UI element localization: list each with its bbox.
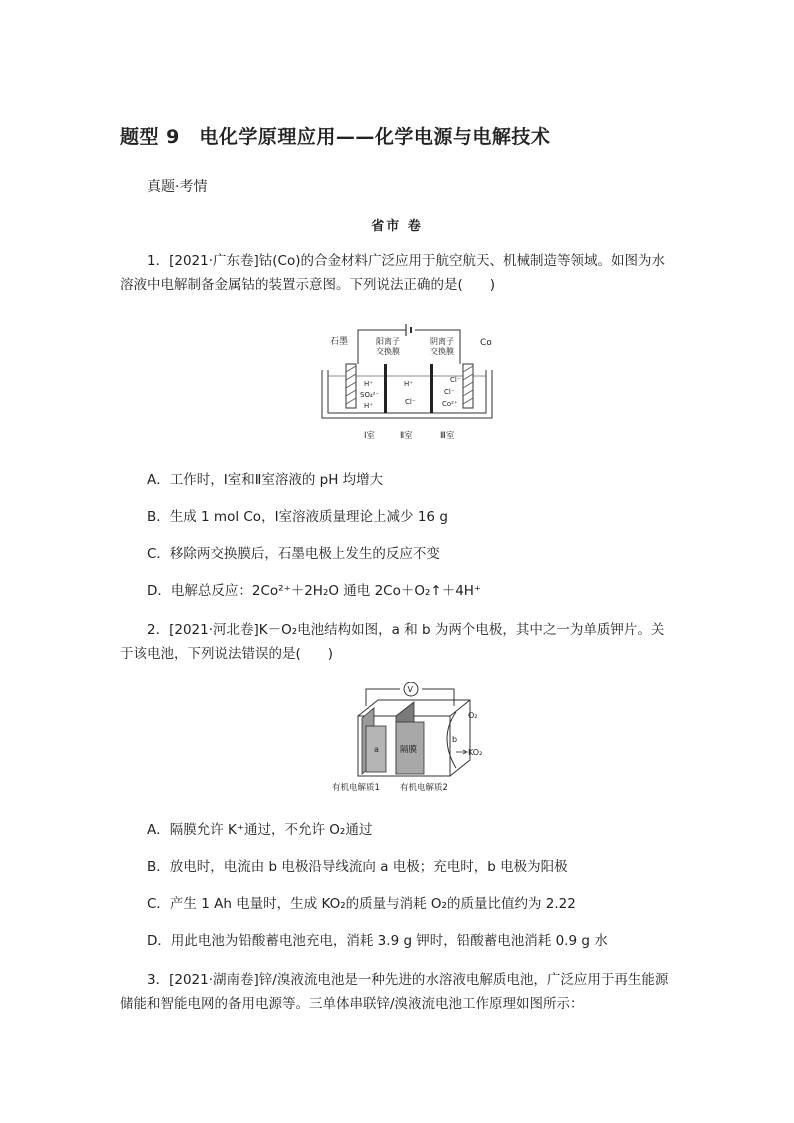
q1-electrolysis-figure: [320, 318, 500, 444]
q2-option-b: B．放电时，电流由 b 电极沿导线流向 a 电极；充电时，b 电极为阳极: [147, 859, 568, 875]
q2-option-a: A．隔膜允许 K⁺通过，不允许 O₂通过: [147, 822, 373, 838]
room2-ion-2: Cl⁻: [405, 398, 416, 406]
q3-stem-line2: 储能和智能电网的备用电源等。三单体串联锌/溴液流电池工作原理如图所示：: [120, 996, 584, 1012]
voltmeter-label: V: [407, 685, 413, 694]
q3-stem-line1: 3．[2021·湖南卷]锌/溴液流电池是一种先进的水溶液电解质电池，广泛应用于再生能源: [147, 972, 669, 988]
q2-stem-line2: 于该电池，下列说法错误的是( ): [120, 646, 334, 662]
room1-ion-3: H⁺: [364, 402, 373, 410]
cation-membrane-label-2: 交换膜: [376, 347, 400, 356]
electrode-a-label: a: [374, 745, 379, 754]
room3-label: Ⅲ室: [440, 431, 455, 441]
q1-stem-line1: 1．[2021·广东卷]钴(Co)的合金材料广泛应用于航空航天、机械制造等领域。如图为水: [147, 253, 665, 269]
q2-k-o2-battery-figure: [330, 682, 490, 794]
cation-membrane-label-1: 阳离子: [376, 337, 400, 346]
room1-label: Ⅰ室: [364, 431, 376, 441]
page-title: 题型 9 电化学原理应用——化学电源与电解技术: [120, 126, 551, 148]
anion-membrane-label-2: 交换膜: [430, 347, 454, 356]
sub-label: 省市 卷: [371, 219, 423, 234]
o2-label: O₂: [468, 711, 478, 720]
room3-ion-1: Cl⁻: [450, 376, 461, 384]
room3-ion-2: Cl⁻: [444, 388, 455, 396]
electrolyte2-label: 有机电解质2: [400, 783, 448, 793]
q2-option-c: C．产生 1 Ah 电量时，生成 KO₂的质量与消耗 O₂的质量比值约为 2.22: [147, 896, 576, 912]
q2-stem-line1: 2．[2021·河北卷]K－O₂电池结构如图，a 和 b 为两个电极，其中之一为单质钾片。关: [147, 622, 665, 638]
q1-option-c: C．移除两交换膜后，石墨电极上发生的反应不变: [147, 546, 440, 562]
co-label: Co: [480, 338, 492, 348]
q2-option-d: D．用此电池为铅酸蓄电池充电，消耗 3.9 g 钾时，铅酸蓄电池消耗 0.9 g 水: [147, 933, 608, 949]
anion-exchange-membrane: [430, 364, 433, 413]
q1-option-d: D．电解总反应：2Co²⁺＋2H₂O 通电 2Co＋O₂↑＋4H⁺: [147, 583, 482, 599]
room3-ion-3: Co²⁺: [442, 400, 458, 408]
graphite-label: 石墨: [330, 337, 349, 347]
separator-label: 隔膜: [400, 745, 418, 755]
cation-exchange-membrane: [384, 364, 387, 413]
q1-option-a: A．工作时，Ⅰ室和Ⅱ室溶液的 pH 均增大: [147, 472, 384, 488]
q1-stem-line2: 溶液中电解制备金属钴的装置示意图。下列说法正确的是( ): [120, 277, 496, 293]
q1-option-b: B．生成 1 mol Co，Ⅰ室溶液质量理论上减少 16 g: [147, 509, 448, 525]
room2-label: Ⅱ室: [400, 431, 413, 441]
electrolyte1-label: 有机电解质1: [332, 783, 380, 793]
anion-membrane-label-1: 阴离子: [430, 337, 454, 346]
room1-ion-2: SO₄²⁻: [360, 391, 380, 399]
ko2-label: KO₂: [468, 748, 483, 757]
section-label: 真题·考情: [147, 179, 208, 195]
room2-ion-1: H⁺: [404, 380, 413, 388]
electrode-b-label: b: [452, 735, 458, 744]
room1-ion-1: H⁺: [364, 380, 373, 388]
